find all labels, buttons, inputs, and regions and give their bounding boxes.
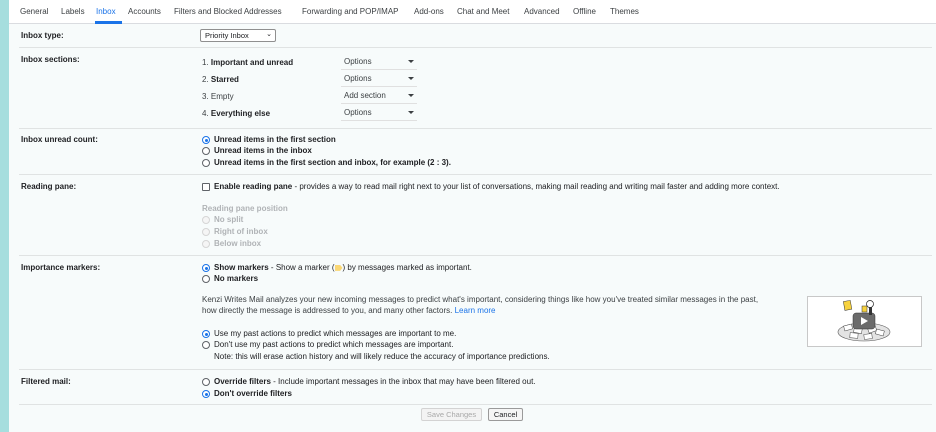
tab-inbox[interactable]: Inbox (96, 7, 116, 16)
tab-accounts[interactable]: Accounts (128, 7, 161, 16)
importance-marker-icon (335, 265, 343, 271)
importance-video-thumbnail[interactable] (807, 296, 922, 347)
dropdown-label: Options (344, 108, 372, 117)
divider (19, 404, 932, 405)
right-of-inbox-radio[interactable] (202, 228, 210, 236)
reading-pane-position-title: Reading pane position (202, 204, 288, 213)
section-name: Everything else (210, 109, 271, 118)
learn-more-link[interactable]: Learn more (454, 306, 496, 315)
use-past-actions-label: Use my past actions to predict which messages are important to me. (214, 329, 457, 338)
no-markers-radio[interactable] (202, 275, 210, 283)
dropdown-label: Options (344, 74, 372, 83)
divider (19, 174, 932, 175)
no-split-label: No split (214, 215, 244, 224)
section-2-options-dropdown[interactable] (341, 73, 417, 87)
caret-down-icon (408, 77, 414, 80)
section-4-options-dropdown[interactable] (341, 107, 417, 121)
section-name: Empty (210, 92, 234, 101)
use-past-actions-radio[interactable] (202, 330, 210, 338)
right-of-inbox-label: Right of inbox (214, 227, 268, 236)
unread-first-and-inbox-radio[interactable] (202, 159, 210, 167)
unread-option-label: Unread items in the first section (214, 135, 336, 144)
section-row-4 (202, 109, 270, 118)
show-markers-radio[interactable] (202, 264, 210, 272)
inbox-type-value: Priority Inbox (205, 31, 249, 40)
tab-themes[interactable]: Themes (610, 7, 639, 16)
importance-analysis-text-2: how directly the message is addressed to you, and many other factors. Learn more (202, 306, 496, 315)
dropdown-label: Add section (344, 91, 386, 100)
settings-tabs (9, 0, 936, 24)
no-split-radio[interactable] (202, 216, 210, 224)
section-1-options-dropdown[interactable] (341, 56, 417, 70)
caret-down-icon (408, 94, 414, 97)
section-number: 3. (202, 92, 209, 101)
caret-down-icon (408, 111, 414, 114)
erase-history-note: Note: this will erase action history and will likely reduce the accuracy of importance predictions. (214, 352, 550, 361)
enable-reading-pane-checkbox[interactable] (202, 183, 210, 191)
active-tab-indicator (95, 21, 122, 24)
tab-addons[interactable]: Add-ons (414, 7, 444, 16)
section-number: 2. (202, 75, 209, 84)
chevron-down-icon: ⌄ (266, 31, 272, 38)
importance-markers-label: Importance markers: (21, 263, 101, 272)
tab-general[interactable]: General (20, 7, 49, 16)
reading-pane-desc (214, 182, 780, 191)
divider (19, 255, 932, 256)
divider (19, 128, 932, 129)
below-inbox-label: Below inbox (214, 239, 262, 248)
show-markers-label: Show markers (214, 263, 269, 272)
section-number: 1. (202, 58, 209, 67)
section-row-3 (202, 92, 234, 101)
no-markers-option: No markers (214, 274, 259, 283)
unread-count-label: Inbox unread count: (21, 135, 98, 144)
dont-override-filters-radio[interactable] (202, 390, 210, 398)
tab-chat-meet[interactable]: Chat and Meet (457, 7, 510, 16)
unread-first-section-radio[interactable] (202, 136, 210, 144)
inbox-sections-label: Inbox sections: (21, 55, 80, 64)
override-filters-desc: - Include important messages in the inbox that may have been filtered out. (270, 377, 536, 386)
dont-use-past-actions-radio[interactable] (202, 341, 210, 349)
importance-analysis-text-1: Kenzi Writes Mail analyzes your new incoming messages to predict what's important, considering things like how you've treated similar messages in the past, (202, 295, 759, 304)
cancel-button[interactable]: Cancel (488, 408, 523, 421)
override-filters-label: Override filters (214, 377, 271, 386)
reading-pane-checkbox-label: Enable reading pane (214, 182, 293, 191)
video-illustration (808, 297, 921, 346)
divider (19, 369, 932, 370)
tab-forwarding[interactable]: Forwarding and POP/IMAP (302, 7, 399, 16)
reading-pane-label: Reading pane: (21, 182, 77, 191)
section-row-2 (202, 75, 239, 84)
section-number: 4. (202, 109, 209, 118)
filtered-mail-label: Filtered mail: (21, 377, 71, 386)
section-3-add-section-dropdown[interactable] (341, 90, 417, 104)
caret-down-icon (408, 60, 414, 63)
inbox-type-select[interactable] (200, 29, 276, 42)
section-name: Important and unread (210, 58, 294, 67)
section-row-1 (202, 58, 293, 67)
tab-offline[interactable]: Offline (573, 7, 596, 16)
divider (19, 47, 932, 48)
override-filters-option (214, 377, 536, 386)
unread-inbox-radio[interactable] (202, 147, 210, 155)
settings-frame (9, 0, 936, 432)
dont-override-filters-option: Don't override filters (214, 389, 292, 398)
inbox-type-label: Inbox type: (21, 31, 64, 40)
show-markers-option: Show markers - Show a marker ( ) by messages marked as important. (214, 263, 472, 272)
dropdown-label: Options (344, 57, 372, 66)
unread-option-label: Unread items in the inbox (214, 146, 312, 155)
below-inbox-radio[interactable] (202, 240, 210, 248)
unread-option-label: Unread items in the first section and inbox, for example (2 : 3). (214, 158, 451, 167)
dont-use-past-actions-label: Don't use my past actions to predict which messages are important. (214, 340, 454, 349)
tab-advanced[interactable]: Advanced (524, 7, 560, 16)
reading-pane-description: - provides a way to read mail right next to your list of conversations, making mail reading and writing mail faster and adding more context. (292, 182, 780, 191)
override-filters-radio[interactable] (202, 378, 210, 386)
tab-filters[interactable]: Filters and Blocked Addresses (174, 7, 282, 16)
tab-labels[interactable]: Labels (61, 7, 85, 16)
save-changes-button[interactable]: Save Changes (421, 408, 482, 421)
section-name: Starred (210, 75, 239, 84)
